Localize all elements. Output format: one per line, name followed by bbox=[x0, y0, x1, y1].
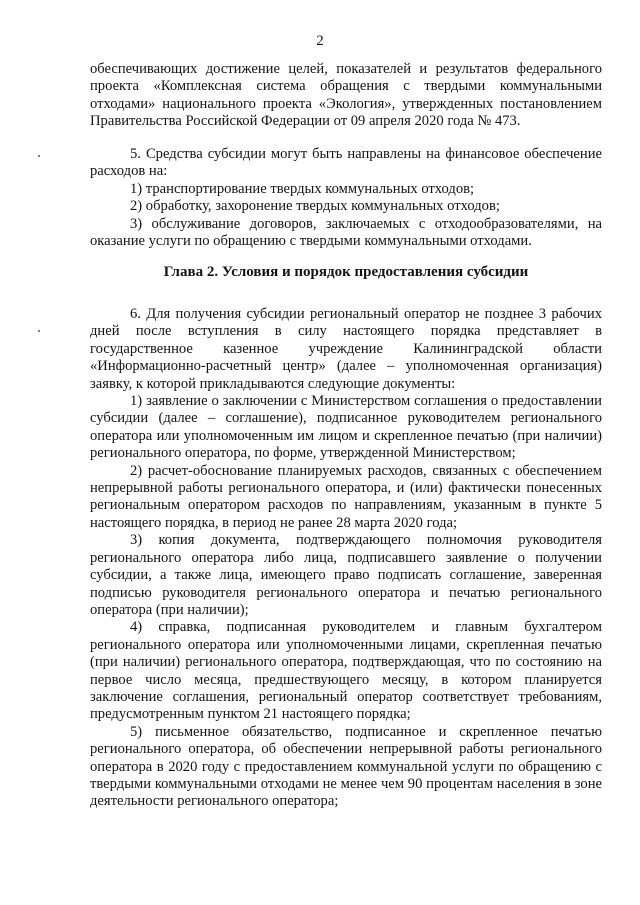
item-5-subitem-3: 3) обслуживание договоров, заключаемых с отходообразователями, на оказание услуги по обращению с твердыми коммунальными отходами. bbox=[90, 215, 602, 250]
item-6-lead: 6. Для получения субсидии региональный оператор не позднее 3 рабочих дней после вступления в силу настоящего порядка представляет в государственное казенное учреждение Калининградской области «Информационно-расчетный центр» (далее – уполномоченная организация) заявку, к которой прикладываются следующие документы: bbox=[90, 306, 602, 392]
margin-mark bbox=[38, 155, 40, 157]
item-6-subitem-4: 4) справка, подписанная руководителем и главным бухгалтером регионального оператора или уполномоченными лицами, скрепленная печатью (при наличии) регионального оператора, подтверждающая, что по состоянию на первое число месяца, предшествующего месяцу, в котором планируется заключение соглашения, региональный оператор соответствует требованиям, предусмотренным пунктом 21 настоящего порядка; bbox=[90, 619, 602, 723]
item-6-subitem-2: 2) расчет-обоснование планируемых расходов, связанных с обеспечением непрерывной работы регионального оператора, и (или) фактически понесенных региональным оператором расходов по направлениям, указанным в пункте 5 настоящего порядка, в период не ранее 28 марта 2020 года; bbox=[90, 462, 602, 531]
margin-mark bbox=[38, 330, 40, 332]
intro-section bbox=[90, 61, 602, 131]
item-6-subitem-1: 1) заявление о заключении с Министерством соглашения о предоставлении субсидии (далее – соглашение), подписанное руководителем регионального оператора или уполномоченным им лицом и скрепленное печатью (при наличии) регионального оператора, по форме, утвержденной Министерством; bbox=[90, 393, 602, 462]
page-number: 2 bbox=[316, 33, 324, 49]
item-5-subitem-2: 2) обработку, захоронение твердых коммунальных отходов; bbox=[130, 198, 500, 215]
intro-paragraph: обеспечивающих достижение целей, показателей и результатов федерального проекта «Комплексная система обращения с твердыми коммунальными отходами» национального проекта «Экология», утвержденных постановлением Правительства Российской Федерации от 09 апреля 2020 года № 473. bbox=[90, 61, 602, 130]
item-5-lead: 5. Средства субсидии могут быть направлены на финансовое обеспечение расходов на: bbox=[90, 146, 602, 180]
item-6-subitem-3: 3) копия документа, подтверждающего полномочия руководителя регионального оператора либо лица, подписавшего заявление о получении субсидии, а также лица, имеющего право подписать соглашение, заверенная подписью руководителя регионального оператора и печатью регионального оператора (при наличии); bbox=[90, 532, 602, 618]
item-5-section bbox=[90, 146, 602, 250]
chapter-heading: Глава 2. Условия и порядок предоставления субсидии bbox=[163, 264, 529, 280]
item-6-subitem-5: 5) письменное обязательство, подписанное и скрепленное печатью регионального оператора, об обеспечении непрерывной работы регионального оператора в 2020 году с предоставлением коммунальной услуги по обращению с твердыми коммунальными отходами не менее чем 90 процентам населения в зоне деятельности регионального оператора; bbox=[90, 723, 602, 810]
item-6-section bbox=[90, 306, 602, 811]
item-5-subitem-1: 1) транспортирование твердых коммунальных отходов; bbox=[130, 180, 475, 197]
